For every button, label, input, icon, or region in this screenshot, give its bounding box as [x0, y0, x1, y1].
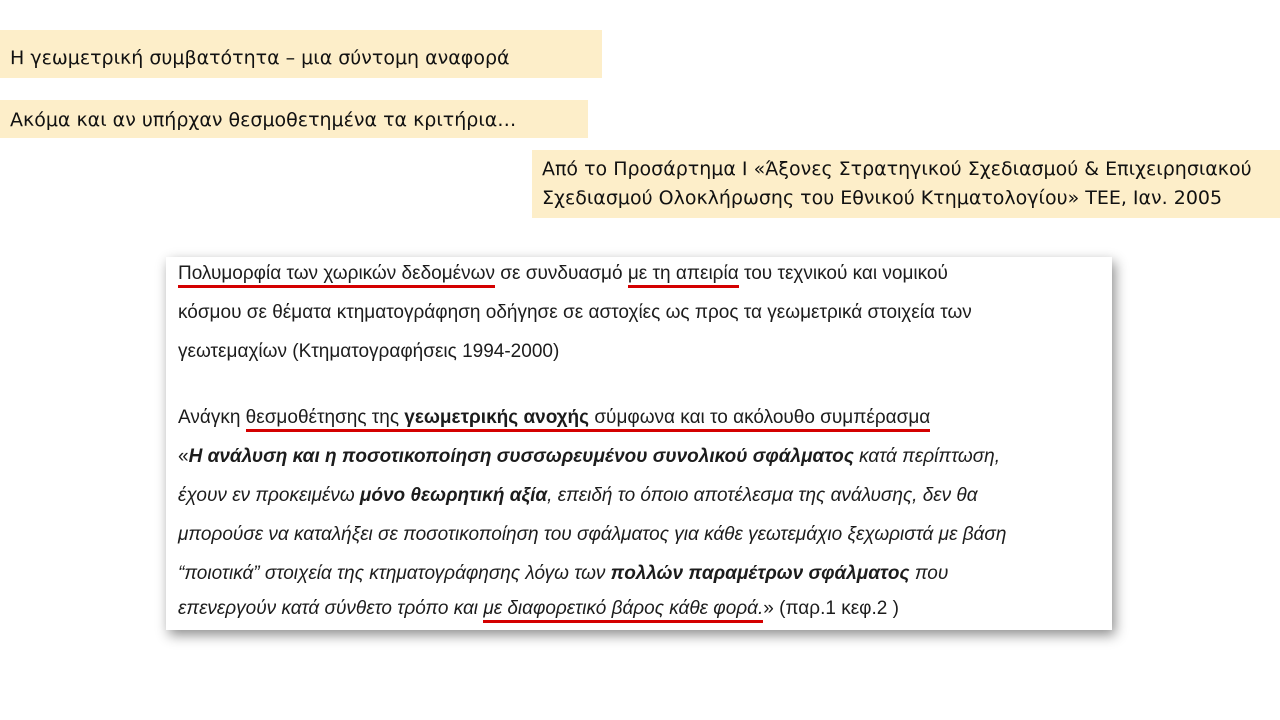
text-segment: θεσμοθέτησης της — [245, 407, 405, 428]
bold-phrase: Η ανάλυση και η ποσοτικοποίηση συσσωρευμένου συνολικού σφάλματος — [188, 446, 854, 467]
underlined-phrase — [246, 407, 931, 432]
source-line-2: Σχεδιασμού Ολοκλήρωσης του Εθνικού Κτηματολογίου» ΤΕΕ, Ιαν. 2005 — [542, 187, 1223, 209]
heading-banner — [0, 30, 602, 78]
paragraph-2-line-3 — [178, 485, 978, 507]
paragraph-2-line-1 — [178, 407, 930, 429]
text-segment: που — [909, 563, 949, 584]
paragraph-2-line-6 — [178, 598, 899, 620]
text-segment: κατά περίπτωση, — [853, 446, 1000, 467]
text-segment: σε συνδυασμό — [495, 263, 628, 284]
text-segment: , επειδή το όποιο αποτέλεσμα της ανάλυσης, δεν θα — [547, 485, 978, 506]
source-line-1: Από το Προσάρτημα Ι «Άξονες Στρατηγικού Σχεδιασμού & Επιχειρησιακού — [542, 158, 1252, 180]
text-segment: επενεργούν κατά σύνθετο τρόπο και — [178, 598, 484, 619]
underlined-phrase: με διαφορετικό βάρος κάθε φορά. — [483, 598, 763, 623]
paragraph-1-line-2: κόσμου σε θέματα κτηματογράφηση οδήγησε σε αστοχίες ως προς τα γεωμετρικά στοιχεία των — [178, 302, 972, 323]
bold-phrase: πολλών παραμέτρων σφάλματος — [610, 563, 910, 584]
subheading-text: Ακόμα και αν υπήρχαν θεσμοθετημένα τα κριτήρια… — [10, 109, 517, 131]
subheading-banner — [0, 100, 588, 138]
heading-text: Η γεωμετρική συμβατότητα – μια σύντομη αναφορά — [10, 47, 510, 69]
text-segment: Ανάγκη — [178, 407, 246, 428]
citation: » (παρ.1 κεφ.2 ) — [763, 598, 899, 619]
paragraph-2-line-5 — [178, 563, 948, 585]
paragraph-1-line-3: γεωτεμαχίων (Κτηματογραφήσεις 1994-2000) — [178, 341, 560, 362]
underlined-phrase: Πολυμορφία των χωρικών δεδομένων — [178, 263, 495, 288]
underlined-phrase: με τη απειρία — [628, 263, 739, 288]
source-banner — [532, 150, 1280, 218]
text-segment: σύμφωνα και το ακόλουθο συμπέρασμα — [589, 407, 931, 428]
text-segment: “ποιοτικά” στοιχεία της κτηματογράφησης λόγω των — [178, 563, 611, 584]
excerpt-card — [166, 257, 1112, 630]
paragraph-2-line-2 — [178, 446, 1000, 468]
bold-phrase: γεωμετρικής ανοχής — [404, 407, 590, 428]
text-segment: του τεχνικού και νομικού — [738, 263, 948, 284]
paragraph-1-line-1 — [178, 263, 948, 285]
quote-mark: « — [178, 446, 189, 467]
paragraph-2-line-4: μπορούσε να καταλήξει σε ποσοτικοποίηση του σφάλματος για κάθε γεωτεμάχιο ξεχωριστά με βάση — [178, 524, 1007, 545]
bold-phrase: μόνο θεωρητική αξία — [359, 485, 548, 506]
text-segment: έχουν εν προκειμένω — [178, 485, 360, 506]
